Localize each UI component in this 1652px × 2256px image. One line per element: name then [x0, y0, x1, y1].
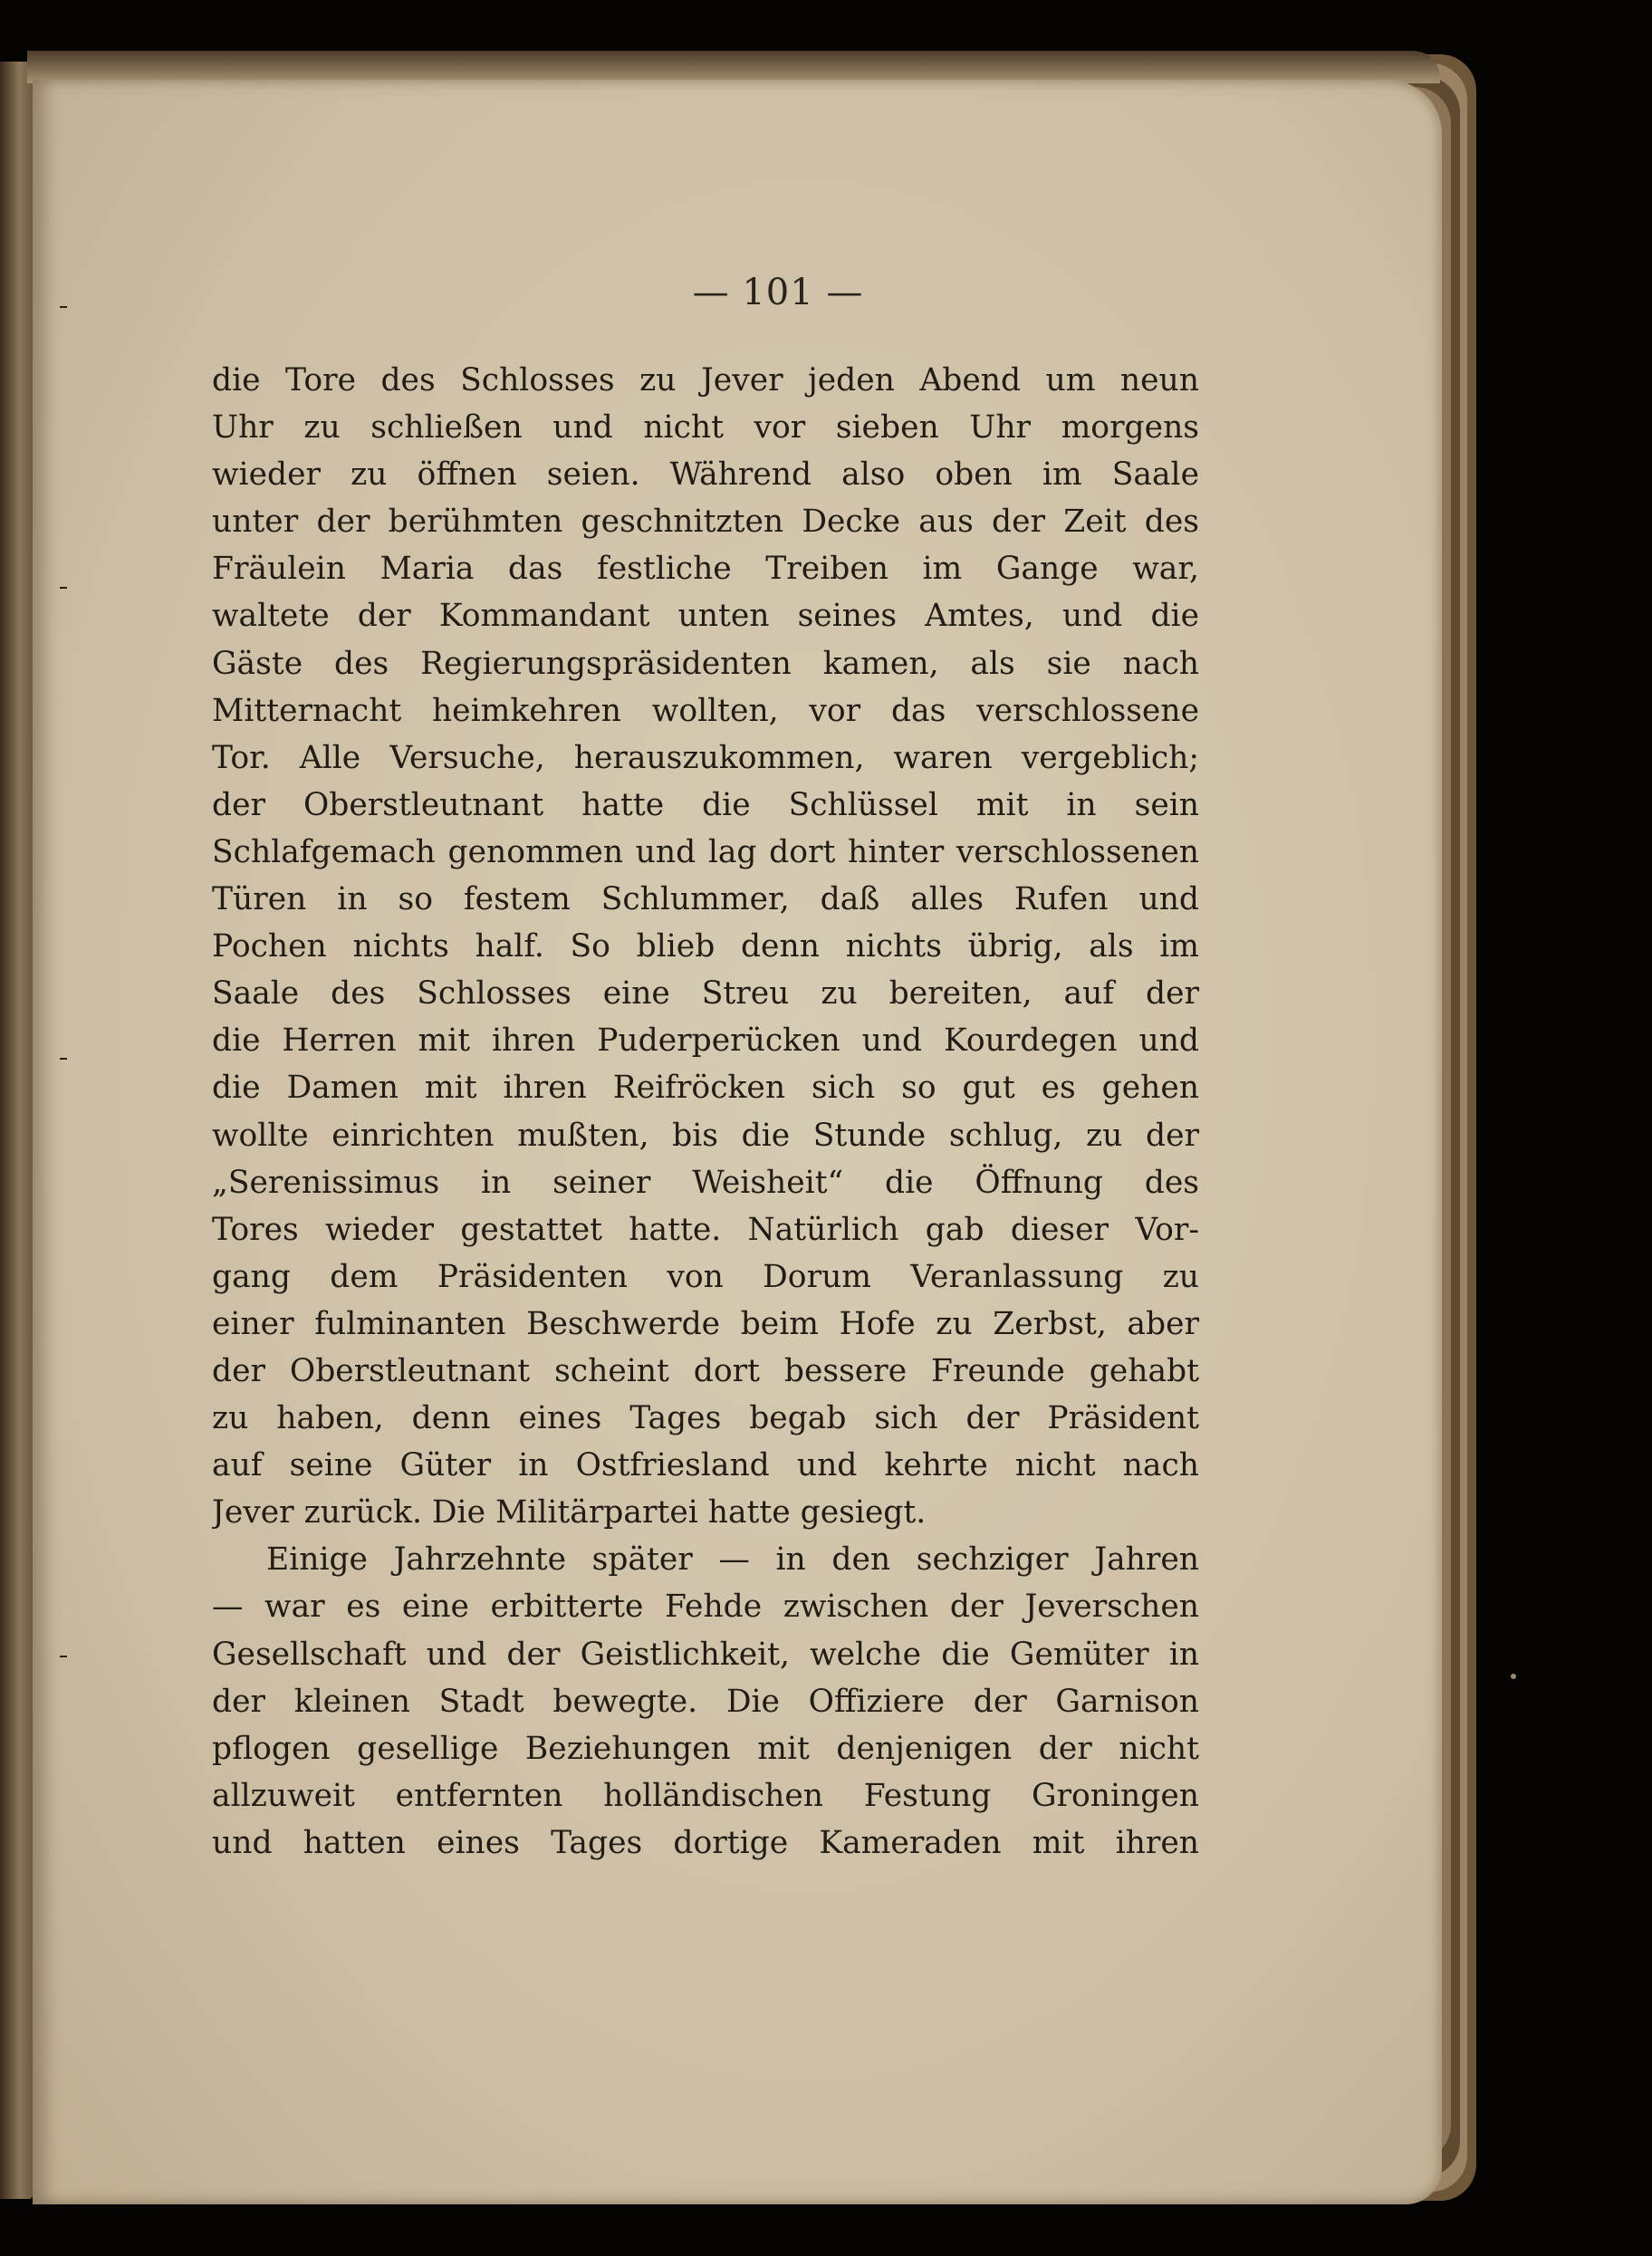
text-line: pflogen gesellige Beziehungen mit denjenigen der nicht — [212, 1730, 1199, 1767]
text-line: Jever zurück. Die Militärpartei hatte gesiegt. — [212, 1494, 927, 1531]
text-line: Mitternacht heimkehren wollten, vor das verschlossene — [212, 692, 1199, 729]
text-line: die Damen mit ihren Reifröcken sich so gut es gehen — [212, 1070, 1199, 1107]
body-text — [212, 357, 1199, 1867]
text-line: der Oberstleutnant scheint dort bessere Freunde gehabt — [212, 1352, 1199, 1389]
text-line: wollte einrichten mußten, bis die Stunde schlug, zu der — [212, 1117, 1199, 1154]
left-page-edge — [0, 62, 33, 2199]
text-line: Saale des Schlosses eine Streu zu bereiten, auf der — [212, 975, 1199, 1013]
text-line: Tores wieder gestattet hatte. Natürlich gab dieser Vor- — [212, 1211, 1199, 1248]
book-page — [33, 80, 1442, 2204]
text-line: zu haben, denn eines Tages begab sich der Präsident — [212, 1400, 1199, 1437]
text-line: — war es eine erbitterte Fehde zwischen der Jeverschen — [212, 1589, 1199, 1626]
text-line: der Oberstleutnant hatte die Schlüssel mit in sein — [212, 786, 1199, 823]
text-line: Einige Jahrzehnte später — in den sechziger Jahren — [266, 1541, 1199, 1579]
text-line: auf seine Güter in Ostfriesland und kehrte nicht nach — [212, 1447, 1199, 1484]
text-line: Pochen nichts half. So blieb denn nichts übrig, als im — [212, 928, 1199, 965]
text-line: Gesellschaft und der Geistlichkeit, welche die Gemüter in — [212, 1636, 1199, 1673]
page-number: — 101 — — [692, 272, 864, 313]
text-line: „Serenissimus in seiner Weisheit“ die Öffnung des — [212, 1164, 1199, 1201]
text-line: gang dem Präsidenten von Dorum Veranlassung zu — [212, 1258, 1199, 1295]
text-line: waltete der Kommandant unten seines Amtes, und die — [212, 598, 1199, 635]
text-line: Tor. Alle Versuche, herauszukommen, waren vergeblich; — [212, 739, 1199, 776]
text-line: wieder zu öffnen seien. Während also oben im Saale — [212, 456, 1199, 494]
text-line: einer fulminanten Beschwerde beim Hofe zu Zerbst, aber — [212, 1305, 1199, 1342]
text-line: und hatten eines Tages dortige Kameraden mit ihren — [212, 1824, 1199, 1861]
text-line: allzuweit entfernten holländischen Festung Groningen — [212, 1777, 1199, 1814]
text-line: Türen in so festem Schlummer, daß alles Rufen und — [212, 881, 1199, 918]
text-line: die Tore des Schlosses zu Jever jeden Abend um neun — [212, 362, 1199, 398]
page-top-edge — [27, 51, 1440, 83]
text-line: der kleinen Stadt bewegte. Die Offiziere der Garnison — [212, 1683, 1199, 1720]
text-line: Schlafgemach genommen und lag dort hinter verschlossenen — [212, 833, 1199, 870]
gutter-mark — [60, 587, 67, 589]
gutter-mark — [60, 1058, 67, 1060]
text-line: Uhr zu schließen und nicht vor sieben Uhr morgens — [212, 409, 1199, 446]
gutter-mark — [60, 1656, 67, 1657]
text-line: die Herren mit ihren Puderperücken und Kourdegen und — [212, 1022, 1199, 1060]
dust-speck — [1511, 1674, 1516, 1679]
text-line: unter der berühmten geschnitzten Decke aus der Zeit des — [212, 504, 1199, 541]
text-line: Gäste des Regierungspräsidenten kamen, als sie nach — [212, 645, 1199, 682]
text-line: Fräulein Maria das festliche Treiben im Gange war, — [212, 551, 1199, 588]
